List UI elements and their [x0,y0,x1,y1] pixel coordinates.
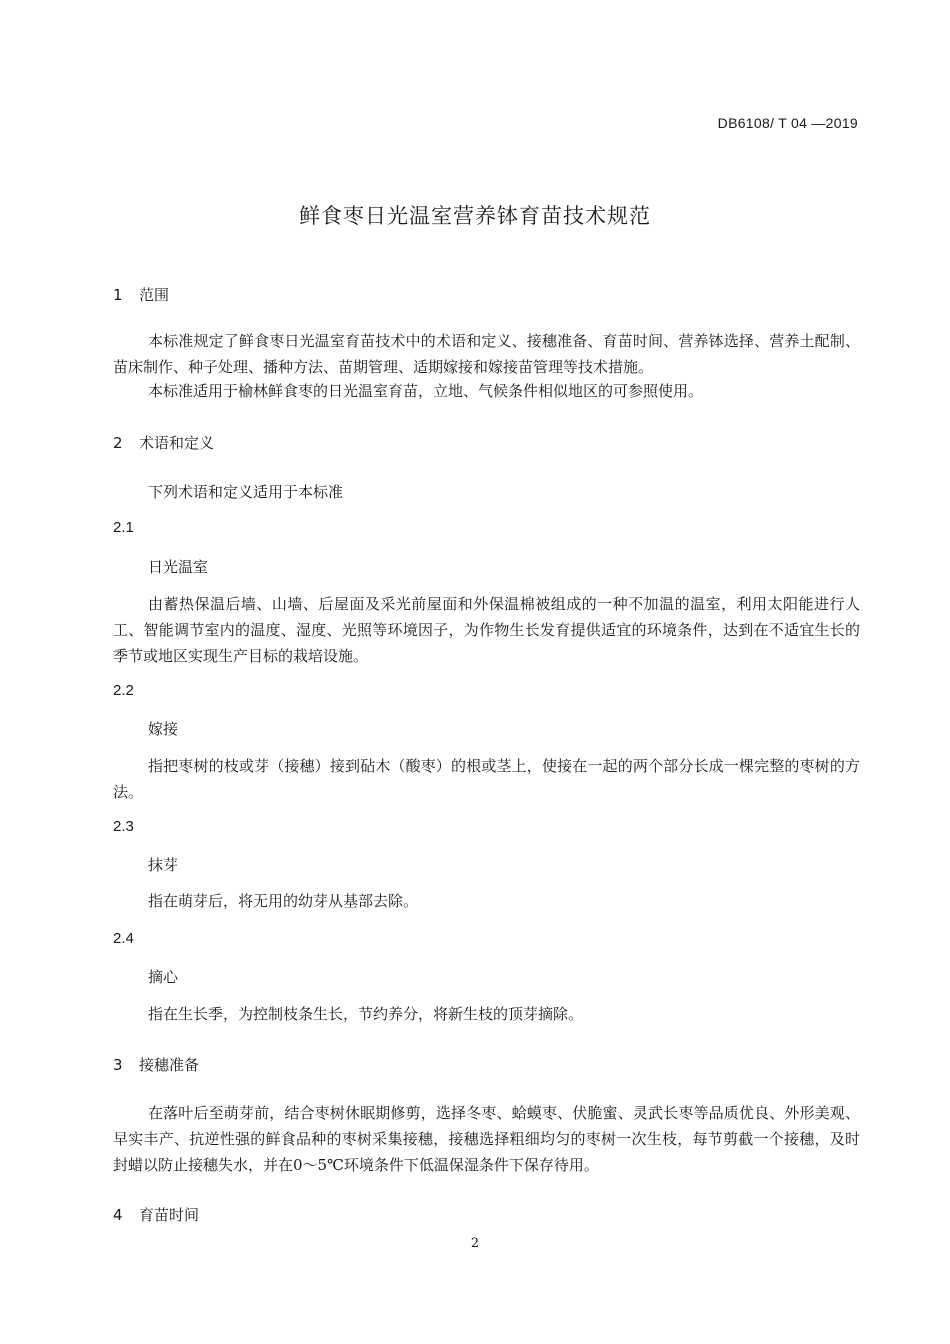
term-number: 2.1 [113,519,134,536]
term-name: 摘心 [148,968,179,986]
section-heading-terms [113,432,214,453]
section-heading-scion [113,1054,199,1075]
section-heading-scope [113,284,169,305]
section-title: 接穗准备 [139,1056,200,1074]
section-title: 术语和定义 [139,434,215,452]
term-definition: 指把枣树的枝或芽（接穗）接到砧木（酸枣）的根或茎上，使接在一起的两个部分长成一棵完整的枣树的方法。 [113,757,860,801]
term-number: 2.3 [113,818,134,835]
term-definition: 指在萌芽后，将无用的幼芽从基部去除。 [148,892,419,910]
section-number: 3 [113,1056,123,1074]
term-number: 2.4 [113,930,134,947]
paragraph: 下列术语和定义适用于本标准 [148,483,344,501]
paragraph: 本标准适用于榆林鲜食枣的日光温室育苗，立地、气候条件相似地区的可参照使用。 [148,382,704,400]
section-title: 育苗时间 [139,1206,200,1224]
page-number: 2 [470,1236,480,1251]
section-number: 2 [113,434,123,452]
term-name: 嫁接 [148,720,179,738]
paragraph: 在落叶后至萌芽前，结合枣树休眠期修剪，选择冬枣、蛤蟆枣、伏脆蜜、灵武长枣等品质优良、外形美观、早实丰产、抗逆性强的鲜食品种的枣树采集接穗，接穗选择粗细均匀的枣树一次生枝，每节剪截一个接穗，及时封蜡以防止接穗失水，并在0～5℃环境条件下低温保湿条件下保存待用。 [113,1104,860,1174]
section-title: 范围 [139,286,170,304]
term-number: 2.2 [113,682,134,699]
term-definition: 由蓄热保温后墙、山墙、后屋面及采光前屋面和外保温棉被组成的一种不加温的温室，利用太阳能进行人工、智能调节室内的温度、湿度、光照等环境因子，为作物生长发育提供适宜的环境条件，达到在不适宜生长的季节或地区实现生产目标的栽培设施。 [113,595,860,665]
section-heading-seedling-time [113,1204,199,1225]
document-title: 鲜食枣日光温室营养钵育苗技术规范 [299,204,651,228]
paragraph: 本标准规定了鲜食枣日光温室育苗技术中的术语和定义、接穗准备、育苗时间、营养钵选择、营养土配制、苗床制作、种子处理、播种方法、苗期管理、适期嫁接和嫁接苗管理等技术措施。 [113,332,860,376]
term-definition: 指在生长季，为控制枝条生长，节约养分，将新生枝的顶芽摘除。 [148,1005,584,1023]
section-number: 4 [113,1206,123,1224]
standard-code: DB6108/ T 04 —2019 [717,115,858,131]
section-number: 1 [113,286,123,304]
term-name: 日光温室 [148,558,209,576]
term-name: 抹芽 [148,856,179,874]
